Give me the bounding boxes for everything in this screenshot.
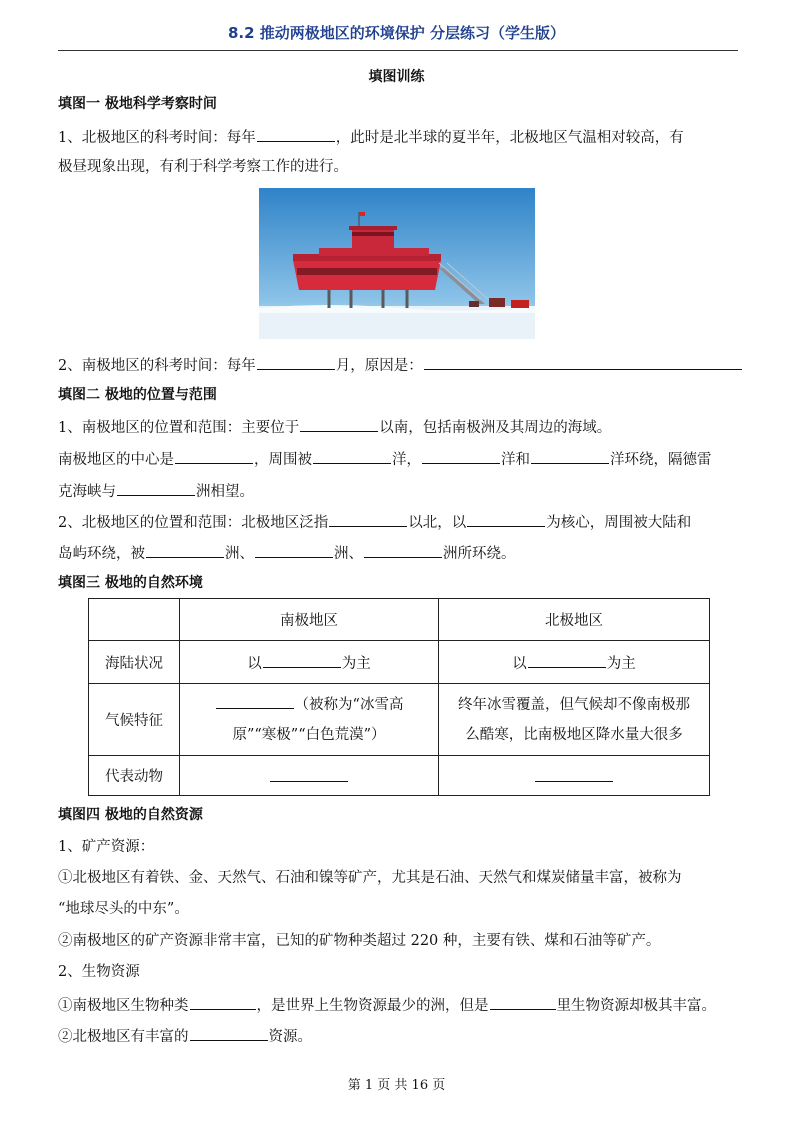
- row-label-land-sea: 海陆状况: [89, 641, 180, 684]
- answer-blank[interactable]: [146, 542, 224, 558]
- table-corner-cell: [89, 599, 180, 641]
- col-header-north: 北极地区: [439, 599, 710, 641]
- sec1-q2-line: 2、南极地区的科考时间：每年 月，原因是：: [58, 354, 740, 376]
- sec2-q2-line1: 2、北极地区的位置和范围：北极地区泛指 以北，以 为核心，周围被大陆和: [58, 511, 740, 533]
- cell-north-climate: 终年冰雪覆盖，但气候却不像南极那 么酷寒，比南极地区降水量大很多: [439, 684, 710, 756]
- sec4-p2: ②南极地区的矿产资源非常丰富，已知的矿物种类超过 220 种，主要有铁、煤和石油等矿产。: [58, 933, 661, 949]
- table-row: [89, 756, 710, 796]
- sec4-p1-line1: ①北极地区有着铁、金、天然气、石油和镍等矿产，尤其是石油、天然气和煤炭储量丰富，被称为: [58, 870, 682, 886]
- table-row: [89, 641, 710, 684]
- sec2-q1-line1: 1、南极地区的位置和范围：主要位于 以南，包括南极洲及其周边的海域。: [58, 416, 740, 438]
- answer-blank[interactable]: [528, 652, 606, 668]
- sec4-sub2: 2、生物资源: [58, 964, 140, 980]
- answer-blank[interactable]: [313, 448, 391, 464]
- sec4-sub1: 1、矿产资源：: [58, 839, 155, 855]
- answer-blank[interactable]: [329, 511, 407, 527]
- section-1-heading: 填图一 极地科学考察时间: [58, 96, 217, 112]
- page-title: 填图训练: [368, 69, 425, 85]
- answer-blank[interactable]: [364, 542, 442, 558]
- sec2-q1-line2: 南极地区的中心是 ，周围被 洋， 洋和 洋环绕，隔德雷: [58, 448, 740, 470]
- answer-blank[interactable]: [467, 511, 545, 527]
- header-divider: [58, 50, 738, 51]
- cell-south-land-sea: 以 为主: [180, 641, 439, 684]
- answer-blank[interactable]: [190, 1025, 268, 1041]
- sec1-q1-line1: 1、北极地区的科考时间：每年 ，此时是北半球的夏半年，北极地区气温相对较高，有: [58, 126, 740, 148]
- sec4-p1-line2: “地球尽头的中东”。: [58, 901, 189, 917]
- table-row: [89, 599, 710, 641]
- answer-blank[interactable]: [257, 354, 335, 370]
- research-station-photo: [259, 188, 535, 339]
- answer-blank[interactable]: [490, 994, 556, 1010]
- answer-blank[interactable]: [300, 416, 378, 432]
- sec2-q2-line2: 岛屿环绕，被 洲、 洲、 洲所环绕。: [58, 542, 740, 564]
- sec1-q1-line2: 极昼现象出现，有利于科学考察工作的进行。: [58, 159, 348, 175]
- sec2-q1-line3: 克海峡与 洲相望。: [58, 480, 740, 502]
- answer-blank[interactable]: [190, 994, 256, 1010]
- row-label-climate: 气候特征: [89, 684, 180, 756]
- answer-blank[interactable]: [422, 448, 500, 464]
- polar-environment-table: [88, 598, 710, 796]
- answer-blank[interactable]: [531, 448, 609, 464]
- sec4-p4: ②北极地区有丰富的 资源。: [58, 1025, 740, 1047]
- row-label-animals: 代表动物: [89, 756, 180, 796]
- cell-south-climate: （被称为“冰雪高 原”“寒极”“白色荒漠”）: [180, 684, 439, 756]
- answer-blank[interactable]: [424, 354, 742, 370]
- page-footer: 第 1 页 共 16 页: [347, 1078, 446, 1093]
- answer-blank[interactable]: [117, 480, 195, 496]
- answer-blank[interactable]: [257, 126, 335, 142]
- section-3-heading: 填图三 极地的自然环境: [58, 575, 203, 591]
- answer-blank[interactable]: [255, 542, 333, 558]
- cell-north-animals: [439, 756, 710, 796]
- cell-south-animals: [180, 756, 439, 796]
- section-2-heading: 填图二 极地的位置与范围: [58, 387, 217, 403]
- col-header-south: 南极地区: [180, 599, 439, 641]
- document-header-title: 8.2 推动两极地区的环境保护 分层练习（学生版）: [227, 24, 566, 42]
- answer-blank[interactable]: [175, 448, 253, 464]
- answer-blank[interactable]: [535, 766, 613, 782]
- cell-north-land-sea: 以 为主: [439, 641, 710, 684]
- sec4-p3: ①南极地区生物种类 ，是世界上生物资源最少的洲，但是 里生物资源却极其丰富。: [58, 994, 740, 1016]
- answer-blank[interactable]: [263, 652, 341, 668]
- table-row: [89, 684, 710, 756]
- answer-blank[interactable]: [270, 766, 348, 782]
- section-4-heading: 填图四 极地的自然资源: [58, 807, 203, 823]
- answer-blank[interactable]: [216, 693, 294, 709]
